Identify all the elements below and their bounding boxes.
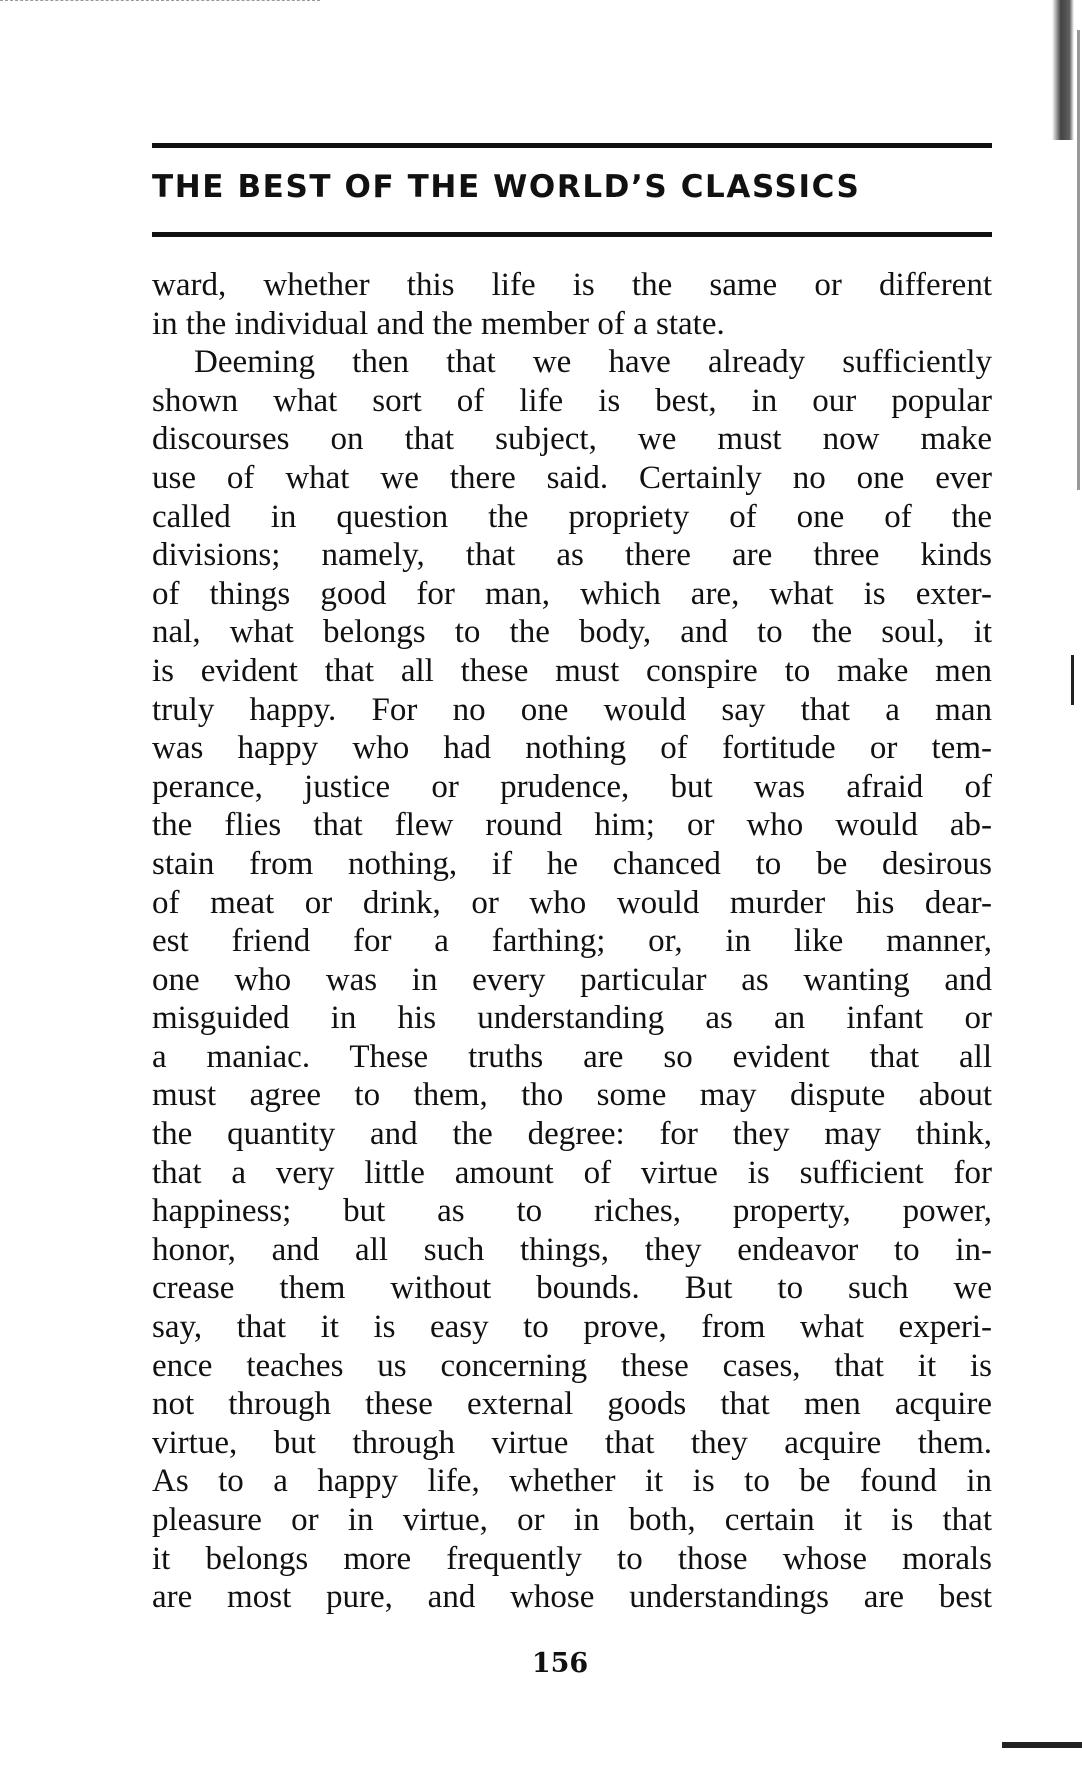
text-line: perance, justice or prudence, but was afraid of (152, 768, 992, 805)
text-line: called in question the propriety of one of the (152, 498, 992, 535)
text-line: say, that it is easy to prove, from what experi- (152, 1309, 992, 1346)
text-line: Deeming then that we have already sufficiently (194, 344, 992, 381)
text-line: ward, whether this life is the same or different (152, 267, 992, 303)
text-line: nal, what belongs to the body, and to the soul, it (152, 614, 992, 651)
text-line: truly happy. For no one would say that a man (152, 691, 992, 728)
text-line: stain from nothing, if he chanced to be desirous (152, 845, 992, 882)
text-line: est friend for a farthing; or, in like manner, (152, 923, 992, 960)
running-head: THE BEST OF THE WORLD’S CLASSICS (152, 169, 861, 205)
text-line: honor, and all such things, they endeavor to in- (152, 1231, 992, 1268)
header-rule-top (152, 143, 992, 148)
text-line: misguided in his understanding as an infant or (152, 1000, 992, 1037)
text-line: a maniac. These truths are so evident that all (152, 1038, 992, 1075)
text-line: crease them without bounds. But to such we (152, 1270, 992, 1307)
text-line: pleasure or in virtue, or in both, certain it is that (152, 1502, 992, 1538)
text-line: that a very little amount of virtue is sufficient for (152, 1154, 992, 1191)
text-line: must agree to them, tho some may dispute about (152, 1077, 992, 1114)
text-line: divisions; namely, that as there are three kinds (152, 537, 992, 574)
scan-edge-line (1077, 30, 1080, 490)
text-line: is evident that all these must conspire to make men (152, 652, 992, 689)
text-line: discourses on that subject, we must now make (152, 421, 992, 458)
text-line: was happy who had nothing of fortitude or tem- (152, 730, 992, 767)
text-line: virtue, but through virtue that they acquire them. (152, 1424, 992, 1461)
text-line: the quantity and the degree: for they may think, (152, 1116, 992, 1153)
text-line: shown what sort of life is best, in our popular (152, 382, 992, 419)
page-number: 156 (531, 1648, 589, 1679)
body-text (152, 266, 992, 1617)
text-line: ence teaches us concerning these cases, that it is (152, 1347, 992, 1384)
text-line: the flies that flew round him; or who would ab- (152, 807, 992, 844)
text-line: one who was in every particular as wanting and (152, 961, 992, 998)
scan-edge-dash (0, 0, 320, 2)
scan-edge-shadow (1052, 0, 1074, 140)
text-line: happiness; but as to riches, property, power, (152, 1193, 992, 1230)
text-line: use of what we there said. Certainly no one ever (152, 459, 992, 496)
text-line: in the individual and the member of a state. (152, 305, 725, 342)
text-line: of meat or drink, or who would murder his dear- (152, 884, 992, 921)
text-line: not through these external goods that men acquire (152, 1386, 992, 1423)
text-line: are most pure, and whose understandings are best (152, 1579, 992, 1616)
text-line: As to a happy life, whether it is to be found in (152, 1463, 992, 1500)
scan-corner-mark (1002, 1742, 1082, 1748)
text-line: it belongs more frequently to those whose morals (152, 1540, 992, 1577)
scan-edge-mark (1071, 655, 1074, 705)
header-rule-bottom (152, 232, 992, 237)
text-line: of things good for man, which are, what is exter- (152, 575, 992, 612)
